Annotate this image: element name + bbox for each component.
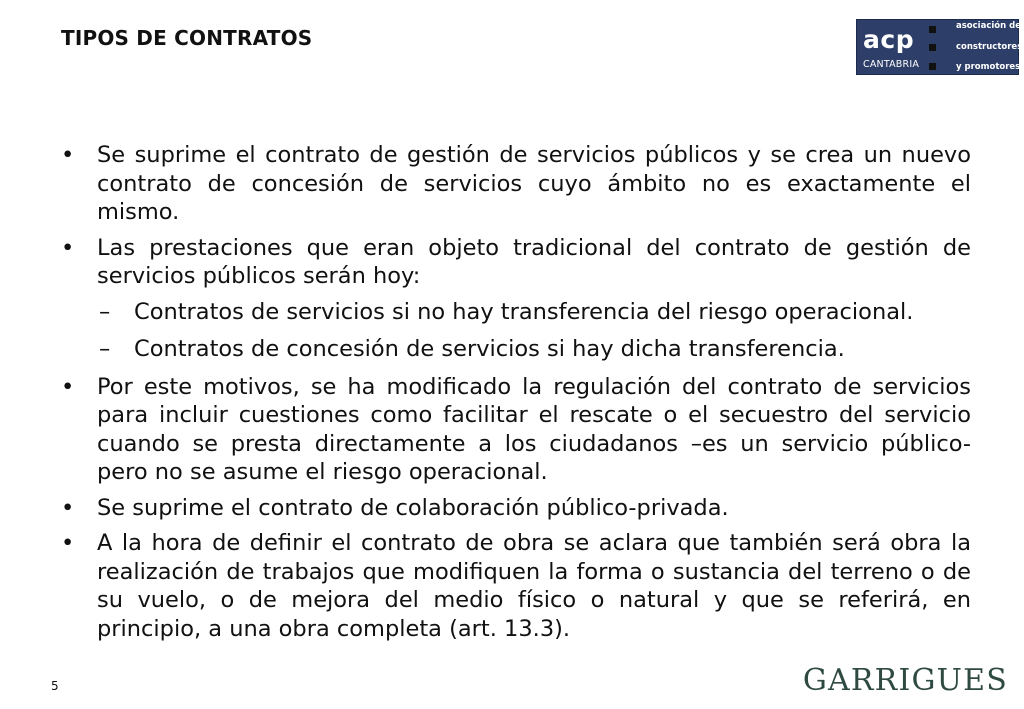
sub-bullet-item: [61, 298, 971, 327]
bullet-marker: •: [61, 234, 75, 261]
page-number: 5: [51, 679, 59, 693]
bullet-item: [61, 529, 971, 643]
bullet-marker: •: [61, 142, 75, 168]
bullet-text: Por este motivos, se ha modificado la regulación del contrato de servicios para incluir cuestiones como facilitar el rescate o el secuestro del servicio cuando se presta directamente a los ciudadanos –es un servicio público- pero no se asume el riesgo operacional.: [97, 373, 971, 485]
bullet-text: Se suprime el contrato de colaboración público-privada.: [97, 494, 729, 521]
bullet-text: A la hora de definir el contrato de obra se aclara que también será obra la realización de trabajos que modifiquen la forma o sustancia del terreno o de su vuelo, o de mejora del medio físico o natural y que se referirá, en principio, a una obra completa (art. 13.3).: [97, 530, 971, 642]
bullet-item: [61, 373, 971, 487]
bullet-item: [61, 141, 971, 227]
bullet-marker: •: [61, 373, 75, 400]
logo-square-marker: [929, 26, 936, 33]
dash-marker: –: [99, 336, 111, 362]
bullet-text: Se suprime el contrato de gestión de servicios públicos y se crea un nuevo contrato de concesión de servicios cuyo ámbito no es exactamente el mismo.: [97, 142, 971, 225]
logo-line-3: y promotores: [956, 62, 1021, 72]
garrigues-logo: GARRIGUES: [802, 663, 1008, 698]
sub-bullet-text: Contratos de servicios si no hay transferencia del riesgo operacional.: [134, 298, 914, 325]
logo-line-2: constructores: [956, 42, 1023, 52]
slide-body: [61, 141, 971, 650]
sub-bullet-text: Contratos de concesión de servicios si hay dicha transferencia.: [134, 336, 845, 362]
bullet-item: [61, 234, 971, 291]
dash-marker: –: [99, 298, 111, 325]
bullet-item: [61, 494, 971, 523]
logo-acp-text: acp: [863, 25, 915, 54]
acp-cantabria-logo: [856, 19, 1023, 75]
logo-line-1: asociación de: [956, 21, 1021, 31]
bullet-list: [61, 141, 971, 643]
sub-bullet-item: [61, 335, 971, 364]
bullet-marker: •: [61, 494, 75, 521]
logo-square-marker: [929, 63, 936, 70]
logo-region-text: CANTABRIA: [863, 59, 920, 70]
bullet-text: Las prestaciones que eran objeto tradicional del contrato de gestión de servicios públicos serán hoy:: [97, 234, 971, 289]
slide-title: TIPOS DE CONTRATOS: [61, 26, 313, 50]
bullet-marker: •: [61, 530, 75, 556]
logo-square-marker: [929, 44, 936, 51]
